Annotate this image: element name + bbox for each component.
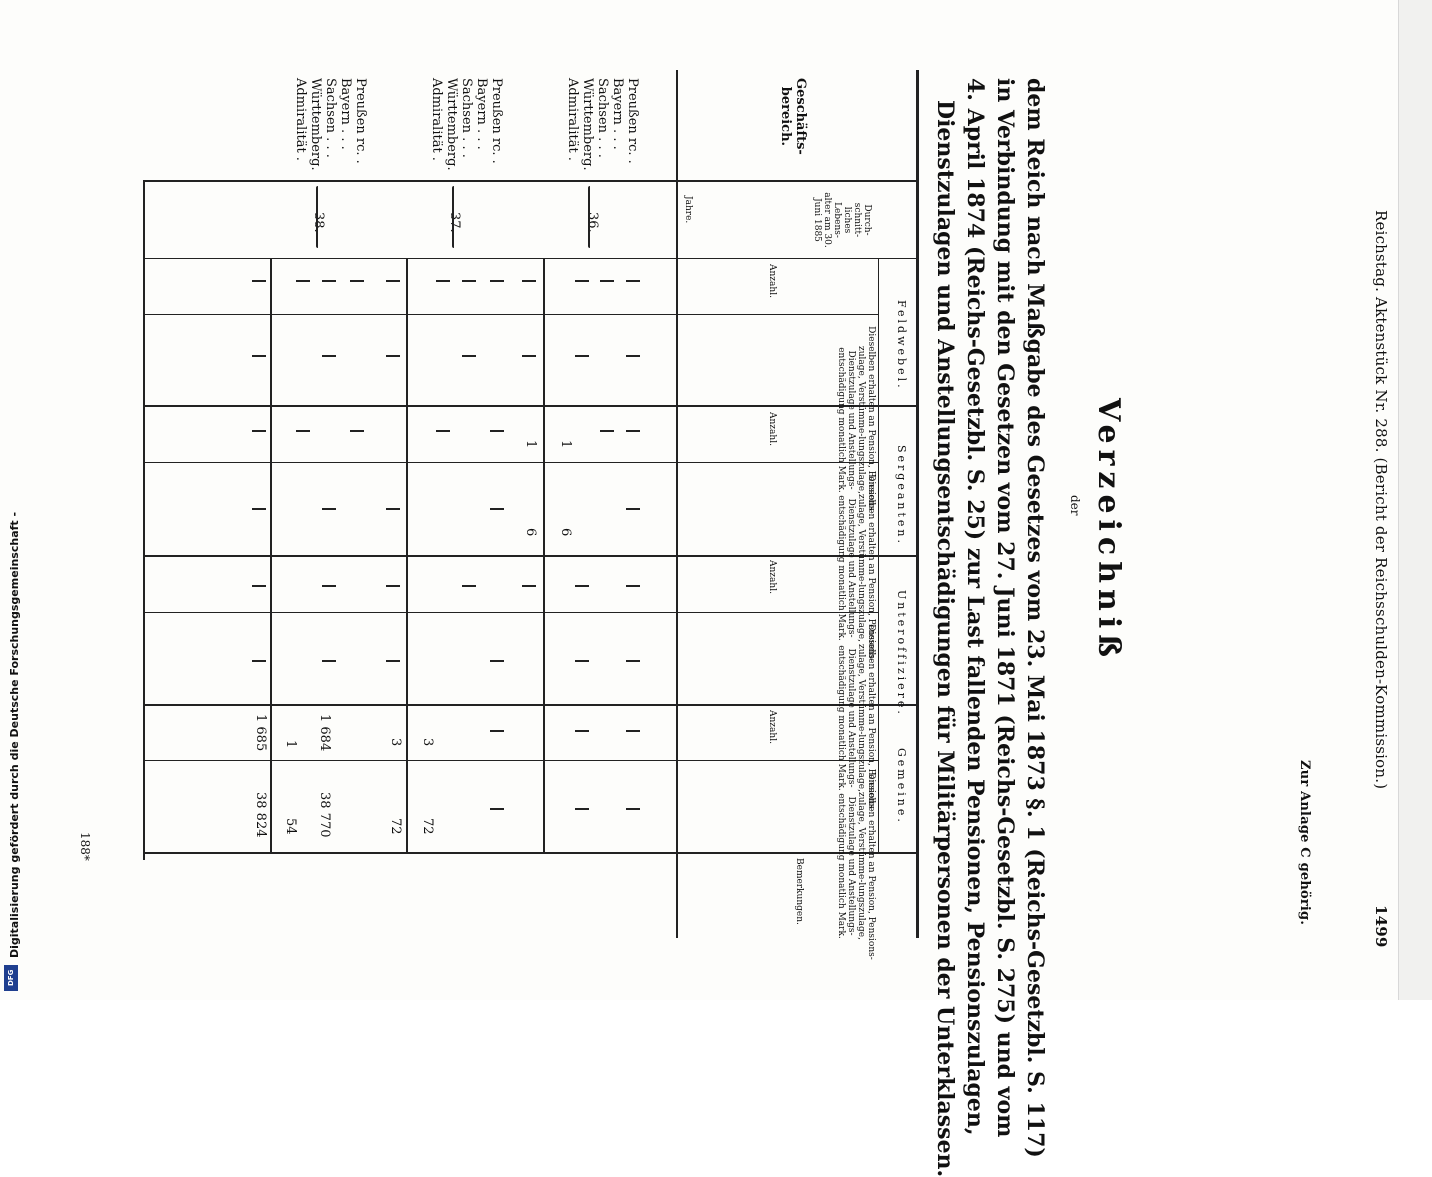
subtitle-line-4: Dienstzulagen und Anstellungsentschädigungen für Militärpersonen der Unterklassen. [932, 100, 958, 1177]
header-bemerkungen: Bemerkungen. [794, 858, 804, 925]
dash [386, 280, 400, 282]
document-title: Verzeichniß [1091, 398, 1126, 664]
annex-note: Zur Anlage C gehörig. [1297, 760, 1312, 926]
dfg-logo: DFG [4, 965, 18, 991]
dash [575, 660, 589, 662]
col-rule-sub-2 [143, 462, 878, 463]
dash [575, 808, 589, 810]
header-gemeine: Gemeine. [895, 748, 908, 825]
dash [386, 660, 400, 662]
col-rule-sub-1 [143, 314, 878, 315]
block-2-brace [452, 186, 456, 248]
dash [436, 280, 450, 282]
table-bottom-rule [143, 180, 145, 860]
subtitle-der: der [1068, 495, 1082, 516]
running-head: Reichstag. Aktenstück Nr. 288. (Bericht der Reichsschulden-Kommission.) [1372, 210, 1390, 790]
dash [490, 730, 504, 732]
b1-gemeine-betrag: 72 [388, 818, 403, 835]
col-rule-gemeine-left [143, 704, 916, 706]
header-anzahl-1: Anzahl. [767, 264, 777, 298]
dash [575, 730, 589, 732]
col-rule-feldwebel-left [143, 258, 916, 259]
dash [322, 280, 336, 282]
col-rule-sub-3 [143, 612, 878, 613]
dash [436, 430, 450, 432]
header-anzahl-4: Anzahl. [767, 710, 777, 744]
folio-number: 188* [78, 832, 92, 861]
b3-gemeine-anzahl-1: 1 684 [317, 714, 332, 752]
header-unteroffiziere: Unteroffiziere. [895, 590, 908, 717]
col-rule-sub-4 [143, 760, 878, 761]
header-betrag-3: Dieselben erhalten an Pension, Pensions-zulage, Verstümme-lungszulage, Dienstzulage und Anstellungs-entschädigung monatlich Mark. [836, 624, 876, 812]
dash [252, 585, 266, 587]
b3-gemeine-betrag-2: 54 [283, 818, 298, 835]
dash [386, 508, 400, 510]
dash [252, 280, 266, 282]
dash [575, 280, 589, 282]
group-underline [878, 258, 879, 854]
block-2-states: Preußen rc. . Bayern . . . Sachsen . . . Württemberg. Admiralität . [429, 78, 504, 171]
col-rule-alter [143, 180, 916, 182]
b1-sergeanten-anzahl: 1 [523, 440, 538, 449]
b3-gemeine-betrag-1: 38 770 [317, 792, 332, 838]
dash [322, 355, 336, 357]
b1-sum-gemeine-anzahl: 3 [420, 738, 435, 747]
block-1-states: Preußen rc. . Bayern . . . Sachsen . . . Württemberg. Admiralität . [565, 78, 640, 171]
dash [626, 508, 640, 510]
block-1-brace [588, 186, 592, 248]
dash [322, 585, 336, 587]
dash [600, 280, 614, 282]
header-bereich: Geschäfts- bereich. [778, 78, 808, 155]
dash [252, 430, 266, 432]
header-sergeanten: Sergeanten. [895, 445, 908, 547]
b3-sum-gemeine-betrag: 38 824 [253, 792, 268, 838]
dash [296, 430, 310, 432]
block-1-age: 36. [585, 212, 600, 233]
dash [626, 660, 640, 662]
b1-sum-gemeine-betrag: 72 [420, 818, 435, 835]
col-rule-unteroffiziere-left [143, 555, 916, 557]
dash [626, 730, 640, 732]
b1-sergeanten-betrag: 6 [523, 528, 538, 537]
block-rule-2 [406, 258, 408, 854]
dash [386, 355, 400, 357]
b1-gemeine-anzahl: 3 [388, 738, 403, 747]
block-3-states: Preußen rc. . Bayern . . . Sachsen . . . Württemberg. Admiralität . [293, 78, 368, 171]
dash [462, 280, 476, 282]
dash [626, 585, 640, 587]
table-header-rule [676, 70, 678, 938]
header-alter-unit: Jahre. [683, 196, 693, 224]
dash [490, 808, 504, 810]
block-3-brace [316, 186, 320, 248]
dash [626, 430, 640, 432]
block-3-age: 38. [311, 212, 326, 233]
header-anzahl-2: Anzahl. [767, 412, 777, 446]
col-rule-sergeanten-left [143, 405, 916, 407]
b1-sum-sergeanten-anzahl: 1 [558, 440, 573, 449]
dash [522, 280, 536, 282]
b1-sum-sergeanten-betrag: 6 [558, 528, 573, 537]
b3-sum-gemeine-anzahl: 1 685 [253, 714, 268, 752]
header-betrag-4: Dieselben erhalten an Pension, Pensions-zulage, Verstümme-lungszulage, Dienstzulage und Anstellungs-entschädigung monatlich Mark. [836, 772, 876, 960]
dash [322, 508, 336, 510]
dash [490, 660, 504, 662]
dash [490, 280, 504, 282]
b3-gemeine-anzahl-2: 1 [283, 740, 298, 749]
block-rule-3 [270, 258, 272, 854]
dash [252, 660, 266, 662]
dash [252, 355, 266, 357]
dash [626, 280, 640, 282]
dash [322, 660, 336, 662]
subtitle-line-3: 4. April 1874 (Reichs-Gesetzbl. S. 25) zur Last fallenden Pensionen, Pensionszulagen, [962, 78, 988, 1136]
header-alter: Durch- schnitt- liches Lebens- alter am 30. Juni 1885 [812, 192, 872, 248]
dash [490, 508, 504, 510]
dash [626, 808, 640, 810]
dash [600, 430, 614, 432]
block-rule-1 [543, 258, 545, 854]
page-edge [1398, 0, 1432, 1000]
dash [522, 585, 536, 587]
dash [296, 280, 310, 282]
dash [522, 355, 536, 357]
header-betrag-1: Dieselben erhalten an Pension, Pensions-zulage, Verstümme-lungszulage, Dienstzulage und Anstellungs-entschädigung monatlich Mark. [836, 326, 876, 514]
dash [626, 355, 640, 357]
header-feldwebel: Feldwebel. [895, 300, 908, 391]
dash [350, 280, 364, 282]
dash [490, 430, 504, 432]
dash [350, 430, 364, 432]
header-anzahl-3: Anzahl. [767, 560, 777, 594]
dash [575, 585, 589, 587]
table-top-rule [916, 70, 919, 938]
subtitle-line-1: dem Reich nach Maßgabe des Gesetzes vom 23. Mai 1873 §. 1 (Reichs-Gesetzbl. S. 117) [1022, 78, 1048, 1158]
page-number: 1499 [1372, 905, 1390, 948]
dash [462, 585, 476, 587]
header-betrag-2: Dieselben erhalten an Pension, Pensions-zulage, Verstümme-lungszulage, Dienstzulage und Anstellungs-entschädigung monatlich Mark. [836, 474, 876, 662]
subtitle-line-2: in Verbindung mit den Gesetzen vom 27. Juni 1871 (Reichs-Gesetzbl. S. 275) und vom [992, 78, 1018, 1138]
dash [252, 508, 266, 510]
col-rule-bemerkungen [143, 852, 916, 854]
dash [386, 585, 400, 587]
digitization-note: Digitalisierung gefördert durch die Deutsche Forschungsgemeinschaft - [8, 511, 21, 958]
block-2-age: 37. [447, 212, 462, 233]
dash [462, 355, 476, 357]
dash [575, 355, 589, 357]
